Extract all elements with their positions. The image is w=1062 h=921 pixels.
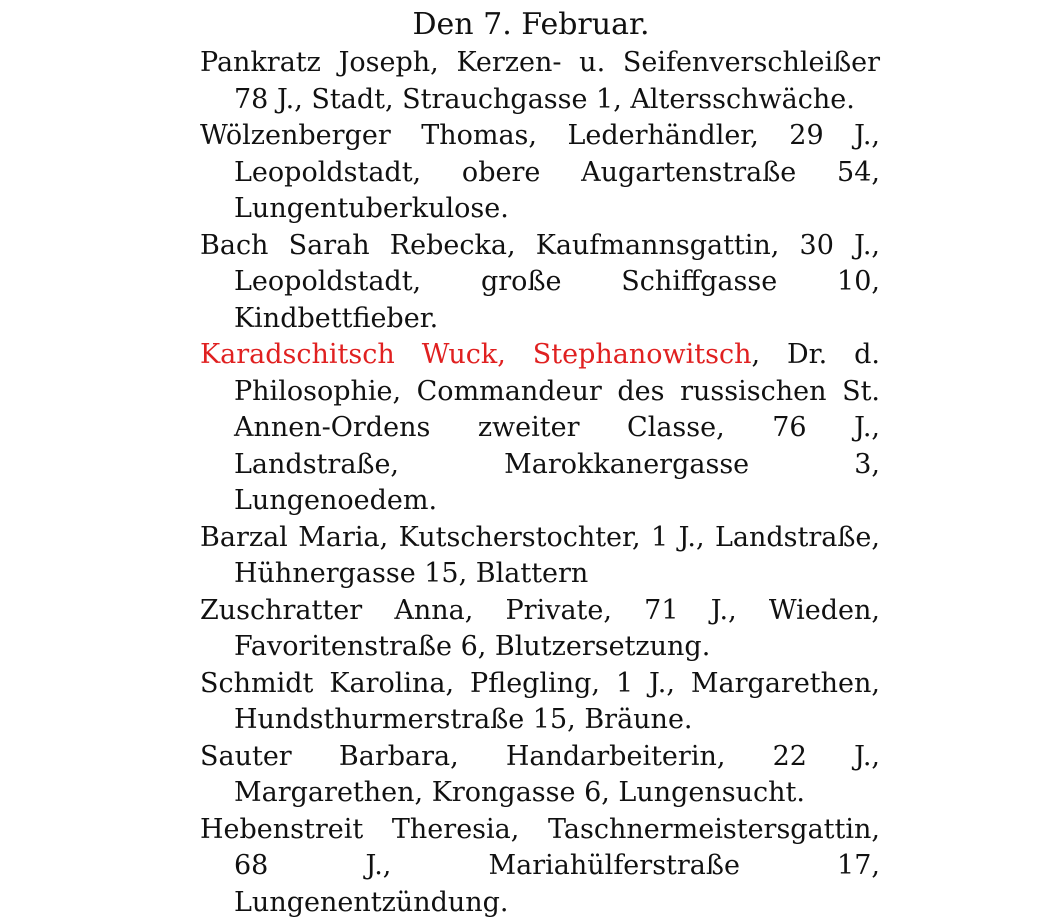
register-entry (200, 593, 880, 666)
register-entry-highlighted (200, 337, 880, 520)
entry-text: Barzal Maria, Kutscherstochter, 1 J., Landstraße, Hühnergasse 15, Blattern (200, 522, 880, 590)
entry-text: Schmidt Karolina, Pflegling, 1 J., Margarethen, Hundsthurmerstraße 15, Bräune. (200, 668, 880, 736)
register-entry (200, 520, 880, 593)
date-heading: Den 7. Februar. (0, 6, 1062, 44)
entry-text: Zuschratter Anna, Private, 71 J., Wieden, Favoritenstraße 6, Blutzersetzung. (200, 595, 880, 663)
entry-text: Pankratz Joseph, Kerzen- u. Seifenverschleißer 78 J., Stadt, Strauchgasse 1, Altersschwäche. (200, 47, 880, 115)
register-entry (200, 739, 880, 812)
register-entry (200, 45, 880, 118)
register-entry (200, 812, 880, 921)
death-register-list (200, 45, 880, 921)
entry-text: Sauter Barbara, Handarbeiterin, 22 J., Margarethen, Krongasse 6, Lungensucht. (200, 741, 880, 809)
register-entry (200, 118, 880, 228)
register-entry (200, 228, 880, 338)
entry-text: Hebenstreit Theresia, Taschnermeistersgattin, 68 J., Mariahülferstraße 17, Lungenentzündung. (200, 814, 880, 918)
entry-text: Bach Sarah Rebecka, Kaufmannsgattin, 30 J., Leopoldstadt, große Schiffgasse 10, Kindbettfieber. (200, 230, 880, 334)
entry-text: , Dr. d. Philosophie, Commandeur des russischen St. Annen-Ordens zweiter Classe, 76 J., Landstraße, Marokkanergasse 3, Lungenoedem. (234, 339, 880, 516)
highlighted-name: Karadschitsch Wuck, Stephanowitsch (200, 339, 751, 370)
register-entry (200, 666, 880, 739)
entry-text: Wölzenberger Thomas, Lederhändler, 29 J., Leopoldstadt, obere Augartenstraße 54, Lungentuberkulose. (200, 120, 880, 224)
